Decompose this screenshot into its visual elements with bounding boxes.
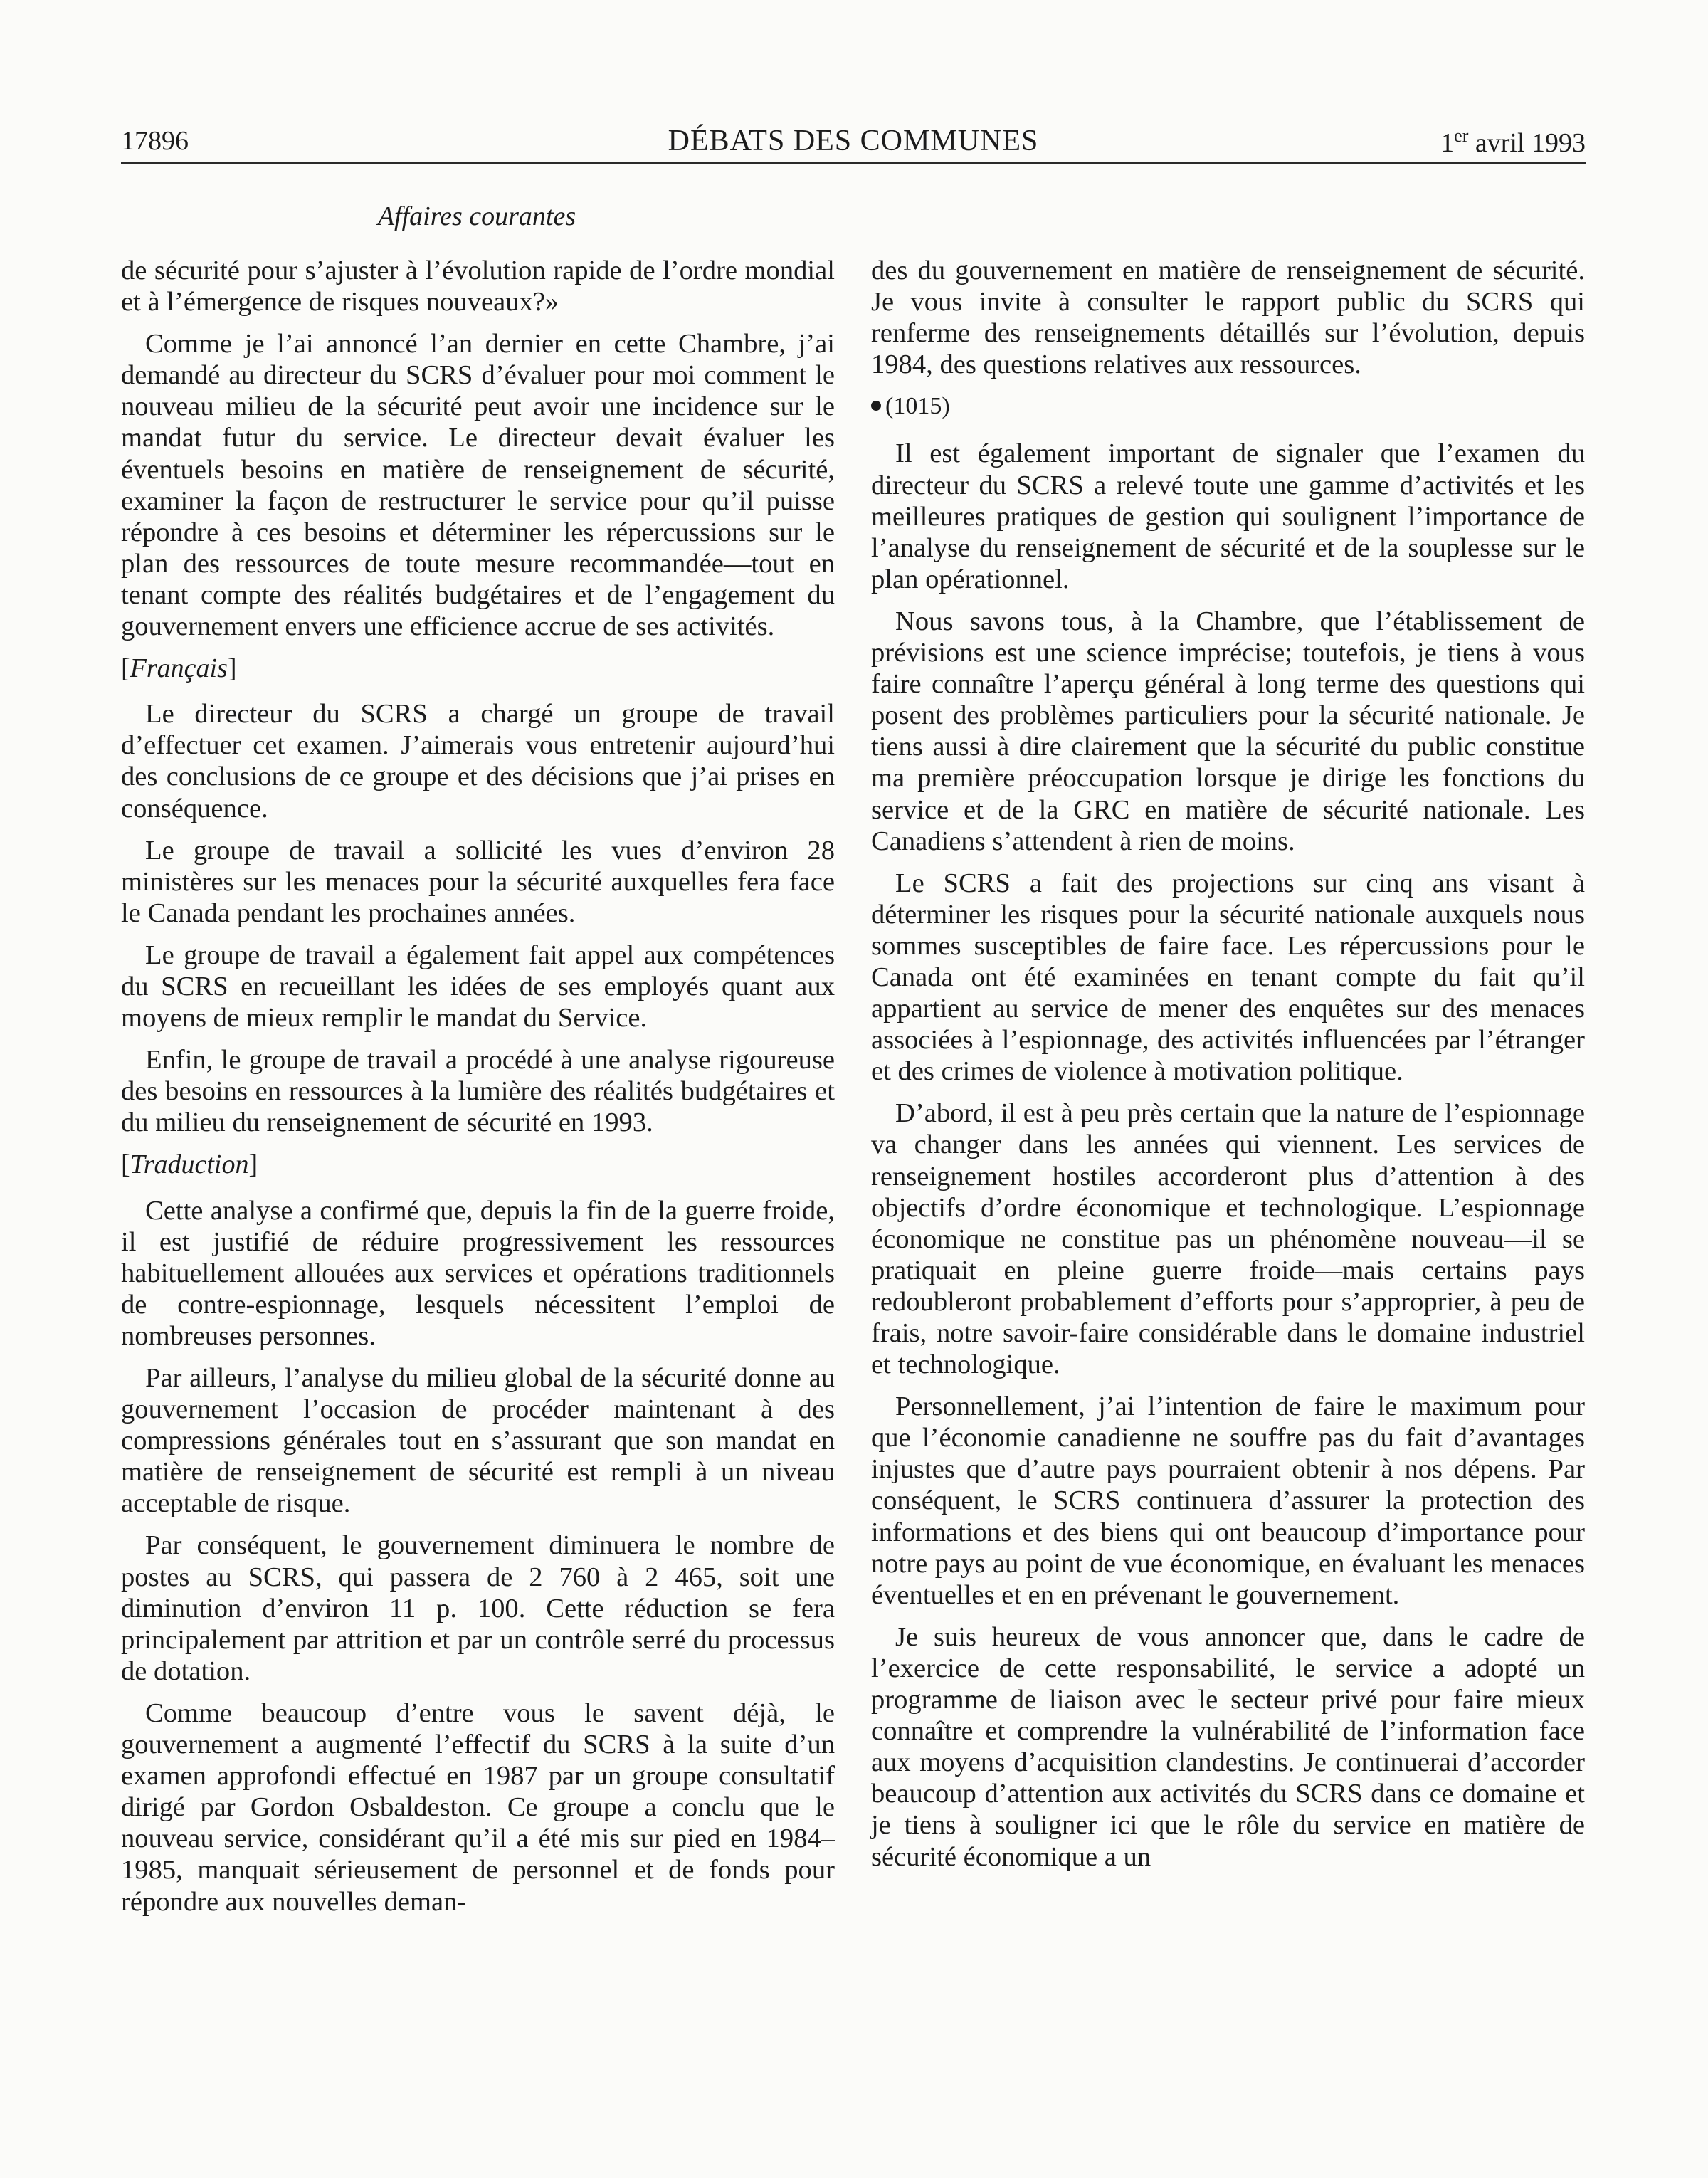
section-heading: Affaires courantes xyxy=(377,201,576,231)
language-marker: [Traduction] xyxy=(121,1150,258,1180)
paragraph: Je suis heureux de vous annoncer que, dans le cadre de l’exercice de cette responsabilité, le service a adopté un programme de liaison avec le secteur privé pour faire mieux connaître et comprendre la vulnérabilité de l’information face aux moyens d’acquisition clandestins. Je continuerai d’accorder beaucoup d’attention aux activités du SCRS dans ce domaine et je tiens à souligner ici que le rôle du service en matière de sécurité économique a un xyxy=(871,1621,1585,1872)
journal-title: DÉBATS DES COMMUNES xyxy=(668,125,1039,157)
paragraph: Par conséquent, le gouvernement diminuera le nombre de postes au SCRS, qui passera de 2 760 à 2 465, soit une diminution d’environ 11 p. 100. Cette réduction se fera principalement par attrition et par un contrôle serré du processus de dotation. xyxy=(121,1530,835,1686)
date-day: 1 xyxy=(1440,128,1455,158)
paragraph: Le SCRS a fait des projections sur cinq ans visant à déterminer les risques pour la sécurité nationale auxquels nous sommes susceptibles de faire face. Les répercussions pour le Canada ont été examinées en tenant compte du fait qu’il appartient au service de mener des enquêtes sur des menaces associées à l’espionnage, des activités influencées par l’étranger et des crimes de violence à motivation politique. xyxy=(871,868,1585,1087)
paragraph: Par ailleurs, l’analyse du milieu global de la sécurité donne au gouvernement l’occasion de procéder maintenant à des compressions générales tout en s’assurant que son mandat en matière de renseignement de sécurité est rempli à un niveau acceptable de risque. xyxy=(121,1363,835,1519)
paragraph: D’abord, il est à peu près certain que la nature de l’espionnage va changer dans les années qui viennent. Les services de renseignement hostiles accorderont plus d’attention à des objectifs d’ordre économique et technologique. L’espionnage économique ne constitue pas un phénomène nouveau—il se pratiquait en pleine guerre froide—mais certains pays redoubleront probablement d’efforts pour s’approprier, à peu de frais, notre savoir-faire considérable dans le domaine industriel et technologique. xyxy=(871,1098,1585,1380)
paragraph: Le groupe de travail a sollicité les vues d’environ 28 ministères sur les menaces pour la sécurité auxquelles fera face le Canada pendant les prochaines années. xyxy=(121,835,835,928)
left-column xyxy=(121,255,835,1928)
paragraph: Nous savons tous, à la Chambre, que l’établissement de prévisions est une science imprécise; toutefois, je tiens à vous faire connaître l’aperçu général à long terme des questions qui posent des problèmes particuliers pour la sécurité nationale. Je tiens aussi à dire clairement que la sécurité du public constitue ma première préoccupation lorsque je dirige les fonctions du service et de la GRC en matière de sécurité nationale. Les Canadiens s’attendent à rien de moins. xyxy=(871,606,1585,856)
paragraph: Comme beaucoup d’entre vous le savent déjà, le gouvernement a augmenté l’effectif du SCRS à la suite d’un examen approfondi effectué en 1987 par un groupe consultatif dirigé par Gordon Osbaldeston. Ce groupe a conclu que le nouveau service, considérant qu’il a été mis sur pied en 1984–1985, manquait sérieusement de personnel et de fonds pour répondre aux nouvelles deman- xyxy=(121,1698,835,1917)
publication-date xyxy=(1440,125,1586,159)
language-marker-label: Français xyxy=(130,653,228,684)
paragraph: de sécurité pour s’ajuster à l’évolution rapide de l’ordre mondial et à l’émergence de risques nouveaux?» xyxy=(121,256,835,317)
paragraph: Il est également important de signaler que l’examen du directeur du SCRS a relevé toute une gamme d’activités et les meilleures pratiques de gestion qui soulignent l’importance de l’analyse du renseignement de sécurité et de la souplesse sur le plan opérationnel. xyxy=(871,438,1585,594)
paragraph: Enfin, le groupe de travail a procédé à une analyse rigoureuse des besoins en ressources à la lumière des réalités budgétaires et du milieu du renseignement de sécurité en 1993. xyxy=(121,1045,835,1138)
bullet-icon xyxy=(871,401,881,411)
paragraph: Personnellement, j’ai l’intention de faire le maximum pour que l’économie canadienne ne souffre pas du fait d’avantages injustes que d’autre pays pourraient obtenir à nos dépens. Par conséquent, le SCRS continuera d’assurer la protection des informations et des biens qui ont beaucoup d’importance pour notre pays au point de vue économique, en évaluant les menaces éventuelles et en en prévenant le gouvernement. xyxy=(871,1392,1585,1610)
paragraph: Le groupe de travail a également fait appel aux compétences du SCRS en recueillant les idées de ses employés quant aux moyens de mieux remplir le mandat du Service. xyxy=(121,940,835,1033)
paragraph: des du gouvernement en matière de renseignement de sécurité. Je vous invite à consulter le rapport public du SCRS qui renferme des renseignements détaillés sur l’évolution, depuis 1984, des questions relatives aux ressources. xyxy=(871,256,1585,380)
time-marker-label: (1015) xyxy=(885,393,950,420)
paragraph: Comme je l’ai annoncé l’an dernier en cette Chambre, j’ai demandé au directeur du SCRS d’évaluer pour moi comment le nouveau milieu de la sécurité peut avoir une incidence sur le mandat futur du service. Le directeur devait évaluer les éventuels besoins en matière de renseignement de sécurité, examiner la façon de restructurer le service pour qu’il puisse répondre à ces besoins et déterminer les répercussions sur le plan des ressources de toute mesure recommandée—tout en tenant compte des réalités budgétaires et de l’engagement du gouvernement envers une efficience accrue de ses activités. xyxy=(121,329,835,642)
date-month-year: avril 1993 xyxy=(1468,128,1586,158)
language-marker-label: Traduction xyxy=(130,1150,249,1180)
date-superscript: er xyxy=(1454,125,1469,146)
paragraph: Cette analyse a confirmé que, depuis la fin de la guerre froide, il est justifié de réduire progressivement les ressources habituellement allouées aux services et opérations traditionnels de contre-espionnage, lesquels nécessitent l’emploi de nombreuses personnes. xyxy=(121,1195,835,1351)
language-marker: [Français] xyxy=(121,653,237,684)
page-number: 17896 xyxy=(121,126,189,156)
page-header xyxy=(121,120,1586,164)
time-marker xyxy=(871,391,1585,422)
paragraph: Le directeur du SCRS a chargé un groupe de travail d’effectuer cet examen. J’aimerais vous entretenir aujourd’hui des conclusions de ce groupe et des décisions que j’ai prises en conséquence. xyxy=(121,699,835,824)
right-column xyxy=(871,255,1585,1883)
